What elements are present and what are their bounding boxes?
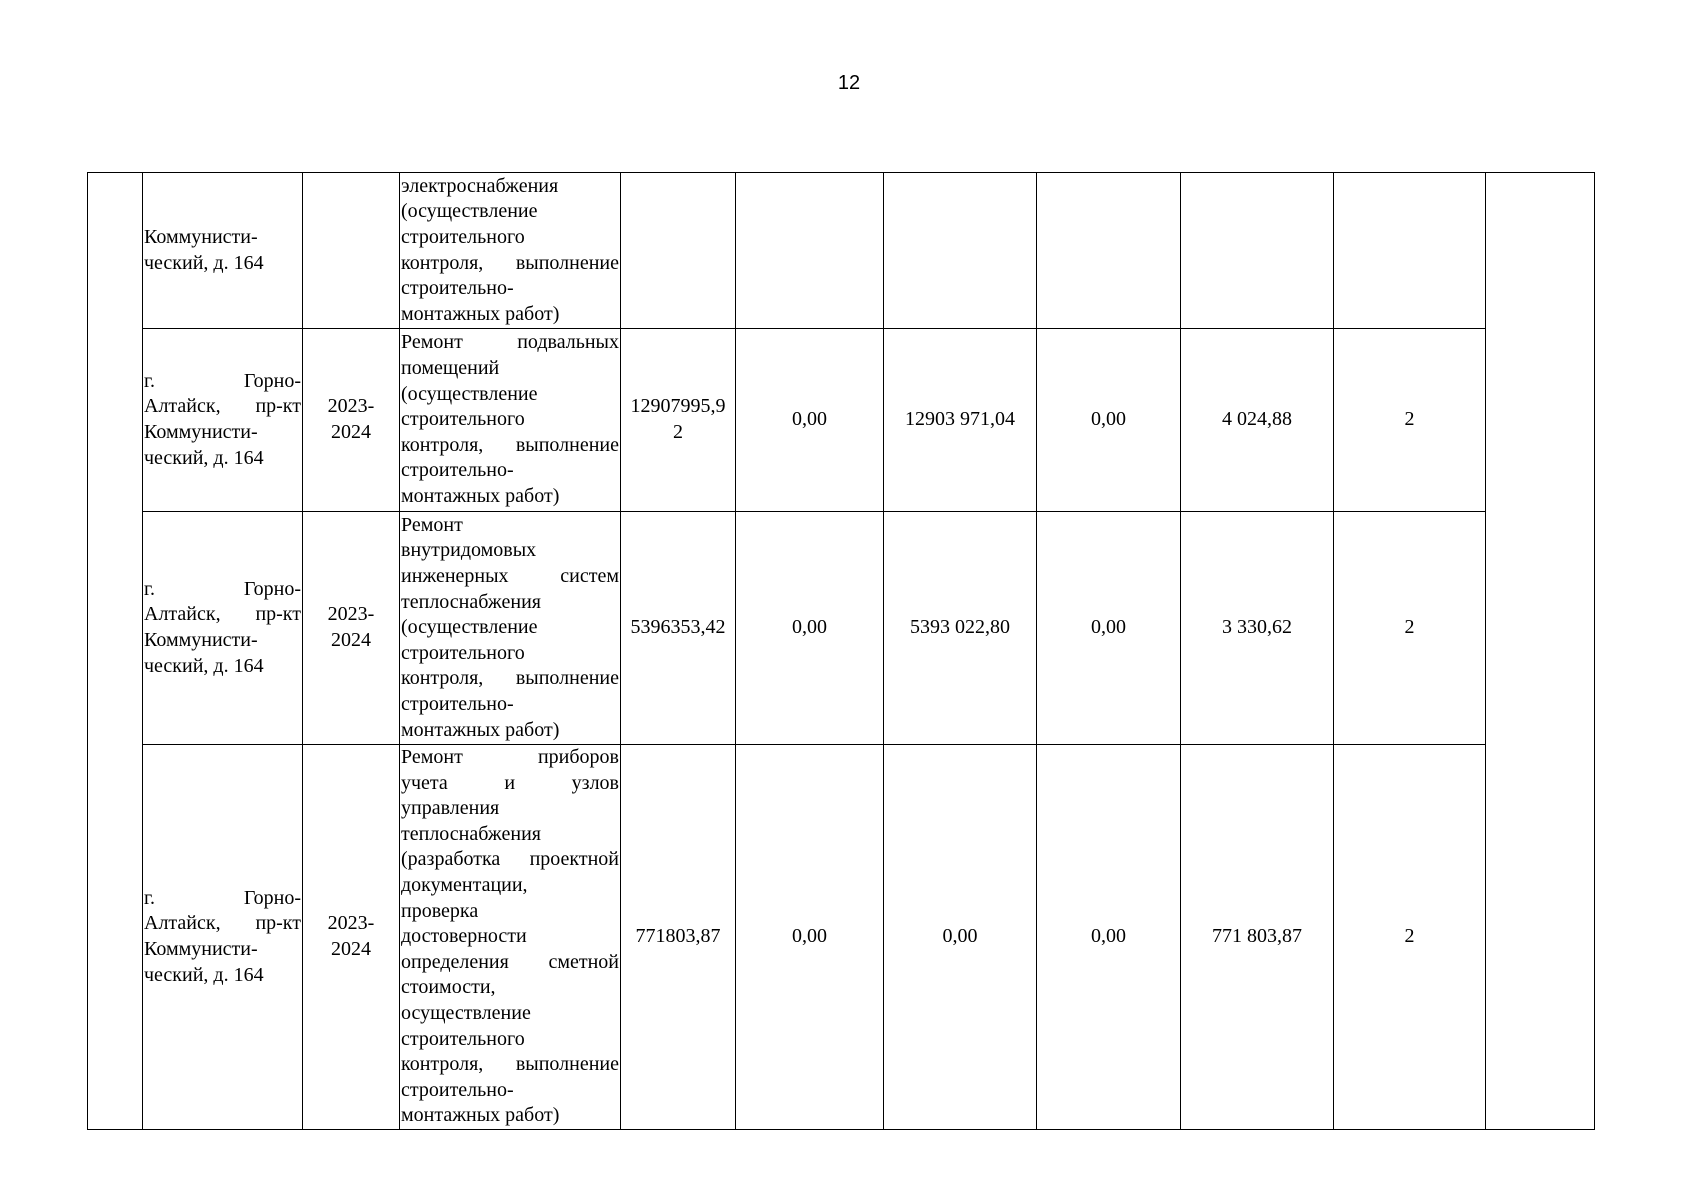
description-line: (осуществление — [401, 616, 538, 639]
regional-budget-cell: 12903 971,04 — [884, 329, 1037, 512]
description-line: управления — [401, 797, 500, 820]
total-cost-cell: 12907995,9 2 — [621, 329, 736, 512]
description-line: достоверности — [401, 925, 527, 948]
address-line: г. Горно- — [144, 577, 301, 600]
description-line: электроснабжения — [401, 174, 559, 197]
address-cell — [143, 512, 303, 745]
address-cell — [143, 745, 303, 1130]
description-line: контроля, выполнение — [401, 433, 619, 456]
owners-funds-cell: 4 024,88 — [1181, 329, 1334, 512]
description-line: помещений — [401, 357, 500, 380]
work-description-cell — [400, 173, 621, 329]
description-line: инженерных систем — [401, 565, 619, 588]
owners-funds-cell: 771 803,87 — [1181, 745, 1334, 1130]
notes-cell — [1486, 173, 1595, 1130]
address-line: Коммунисти- — [144, 225, 258, 248]
address-cell — [143, 173, 303, 329]
regional-budget-cell: 0,00 — [884, 745, 1037, 1130]
description-line: монтажных работ) — [401, 302, 560, 325]
address-line: Алтайск, пр-кт — [144, 395, 301, 418]
work-description-cell — [400, 745, 621, 1130]
description-line: осуществление — [401, 1001, 531, 1024]
address-line: Коммунисти- — [144, 937, 258, 960]
description-line: (осуществление — [401, 382, 538, 405]
address-line: ческий, д. 164 — [144, 963, 264, 986]
fund-amount-cell: 0,00 — [736, 745, 884, 1130]
fund-amount-cell: 0,00 — [736, 512, 884, 745]
address-cell — [143, 329, 303, 512]
description-line: (разработка проектной — [401, 848, 619, 871]
count-cell: 2 — [1334, 745, 1486, 1130]
description-line: определения сметной — [401, 950, 619, 973]
address-line: г. Горно- — [144, 369, 301, 392]
address-line: ческий, д. 164 — [144, 446, 264, 469]
program-table — [87, 172, 1595, 1130]
local-budget-cell: 0,00 — [1037, 745, 1181, 1130]
address-line: Алтайск, пр-кт — [144, 912, 301, 935]
description-line: строительного — [401, 1027, 525, 1050]
description-line: теплоснабжения — [401, 822, 541, 845]
owners-funds-cell — [1181, 173, 1334, 329]
description-line: строительного — [401, 641, 525, 664]
description-line: документации, — [401, 873, 528, 896]
description-line: Ремонт — [401, 513, 463, 536]
address-line: Коммунисти- — [144, 629, 258, 651]
description-line: проверка — [401, 899, 479, 922]
fund-amount-cell — [736, 173, 884, 329]
description-line: монтажных работ) — [401, 718, 560, 741]
total-cost-cell: 5396353,42 — [621, 512, 736, 745]
count-cell — [1334, 173, 1486, 329]
description-line: монтажных работ) — [401, 1104, 560, 1127]
local-budget-cell — [1037, 173, 1181, 329]
total-cost-cell: 771803,87 — [621, 745, 736, 1130]
work-description-cell — [400, 512, 621, 745]
description-line: строительного — [401, 408, 525, 431]
work-description-cell — [400, 329, 621, 512]
description-line: строительно- — [401, 459, 514, 482]
description-line: строительно- — [401, 692, 514, 715]
description-line: стоимости, — [401, 976, 496, 999]
regional-budget-cell — [884, 173, 1037, 329]
table-row — [88, 745, 1595, 1130]
description-line: теплоснабжения — [401, 590, 541, 613]
local-budget-cell: 0,00 — [1037, 329, 1181, 512]
period-cell: 2023- 2024 — [303, 329, 400, 512]
address-line: Алтайск, пр-кт — [144, 603, 301, 626]
description-line: контроля, выполнение — [401, 1053, 619, 1076]
address-line: г. Горно- — [144, 886, 301, 909]
regional-budget-cell: 5393 022,80 — [884, 512, 1037, 745]
period-cell: 2023- 2024 — [303, 745, 400, 1130]
local-budget-cell: 0,00 — [1037, 512, 1181, 745]
count-cell: 2 — [1334, 512, 1486, 745]
table-row — [88, 512, 1595, 745]
address-line: ческий, д. 164 — [144, 654, 264, 677]
description-line: строительно- — [401, 1078, 514, 1101]
description-line: строительно- — [401, 277, 514, 300]
row-number-cell — [88, 173, 143, 1130]
description-line: внутридомовых — [401, 539, 537, 562]
page-number: 12 — [837, 72, 861, 94]
fund-amount-cell: 0,00 — [736, 329, 884, 512]
period-cell: 2023- 2024 — [303, 512, 400, 745]
count-cell: 2 — [1334, 329, 1486, 512]
description-line: (осуществление — [401, 200, 538, 223]
period-cell — [303, 173, 400, 329]
description-line: Ремонт приборов — [401, 746, 619, 768]
total-cost-cell — [621, 173, 736, 329]
address-line: Коммунисти- — [144, 421, 258, 443]
description-line: монтажных работ) — [401, 484, 560, 507]
description-line: контроля, выполнение — [401, 251, 619, 274]
description-line: строительного — [401, 225, 525, 248]
description-line: учета и узлов — [401, 771, 619, 794]
table-row — [88, 329, 1595, 512]
description-line: контроля, выполнение — [401, 667, 619, 690]
address-line: ческий, д. 164 — [144, 251, 264, 274]
owners-funds-cell: 3 330,62 — [1181, 512, 1334, 745]
table-row — [88, 173, 1595, 329]
description-line: Ремонт подвальных — [401, 331, 619, 354]
